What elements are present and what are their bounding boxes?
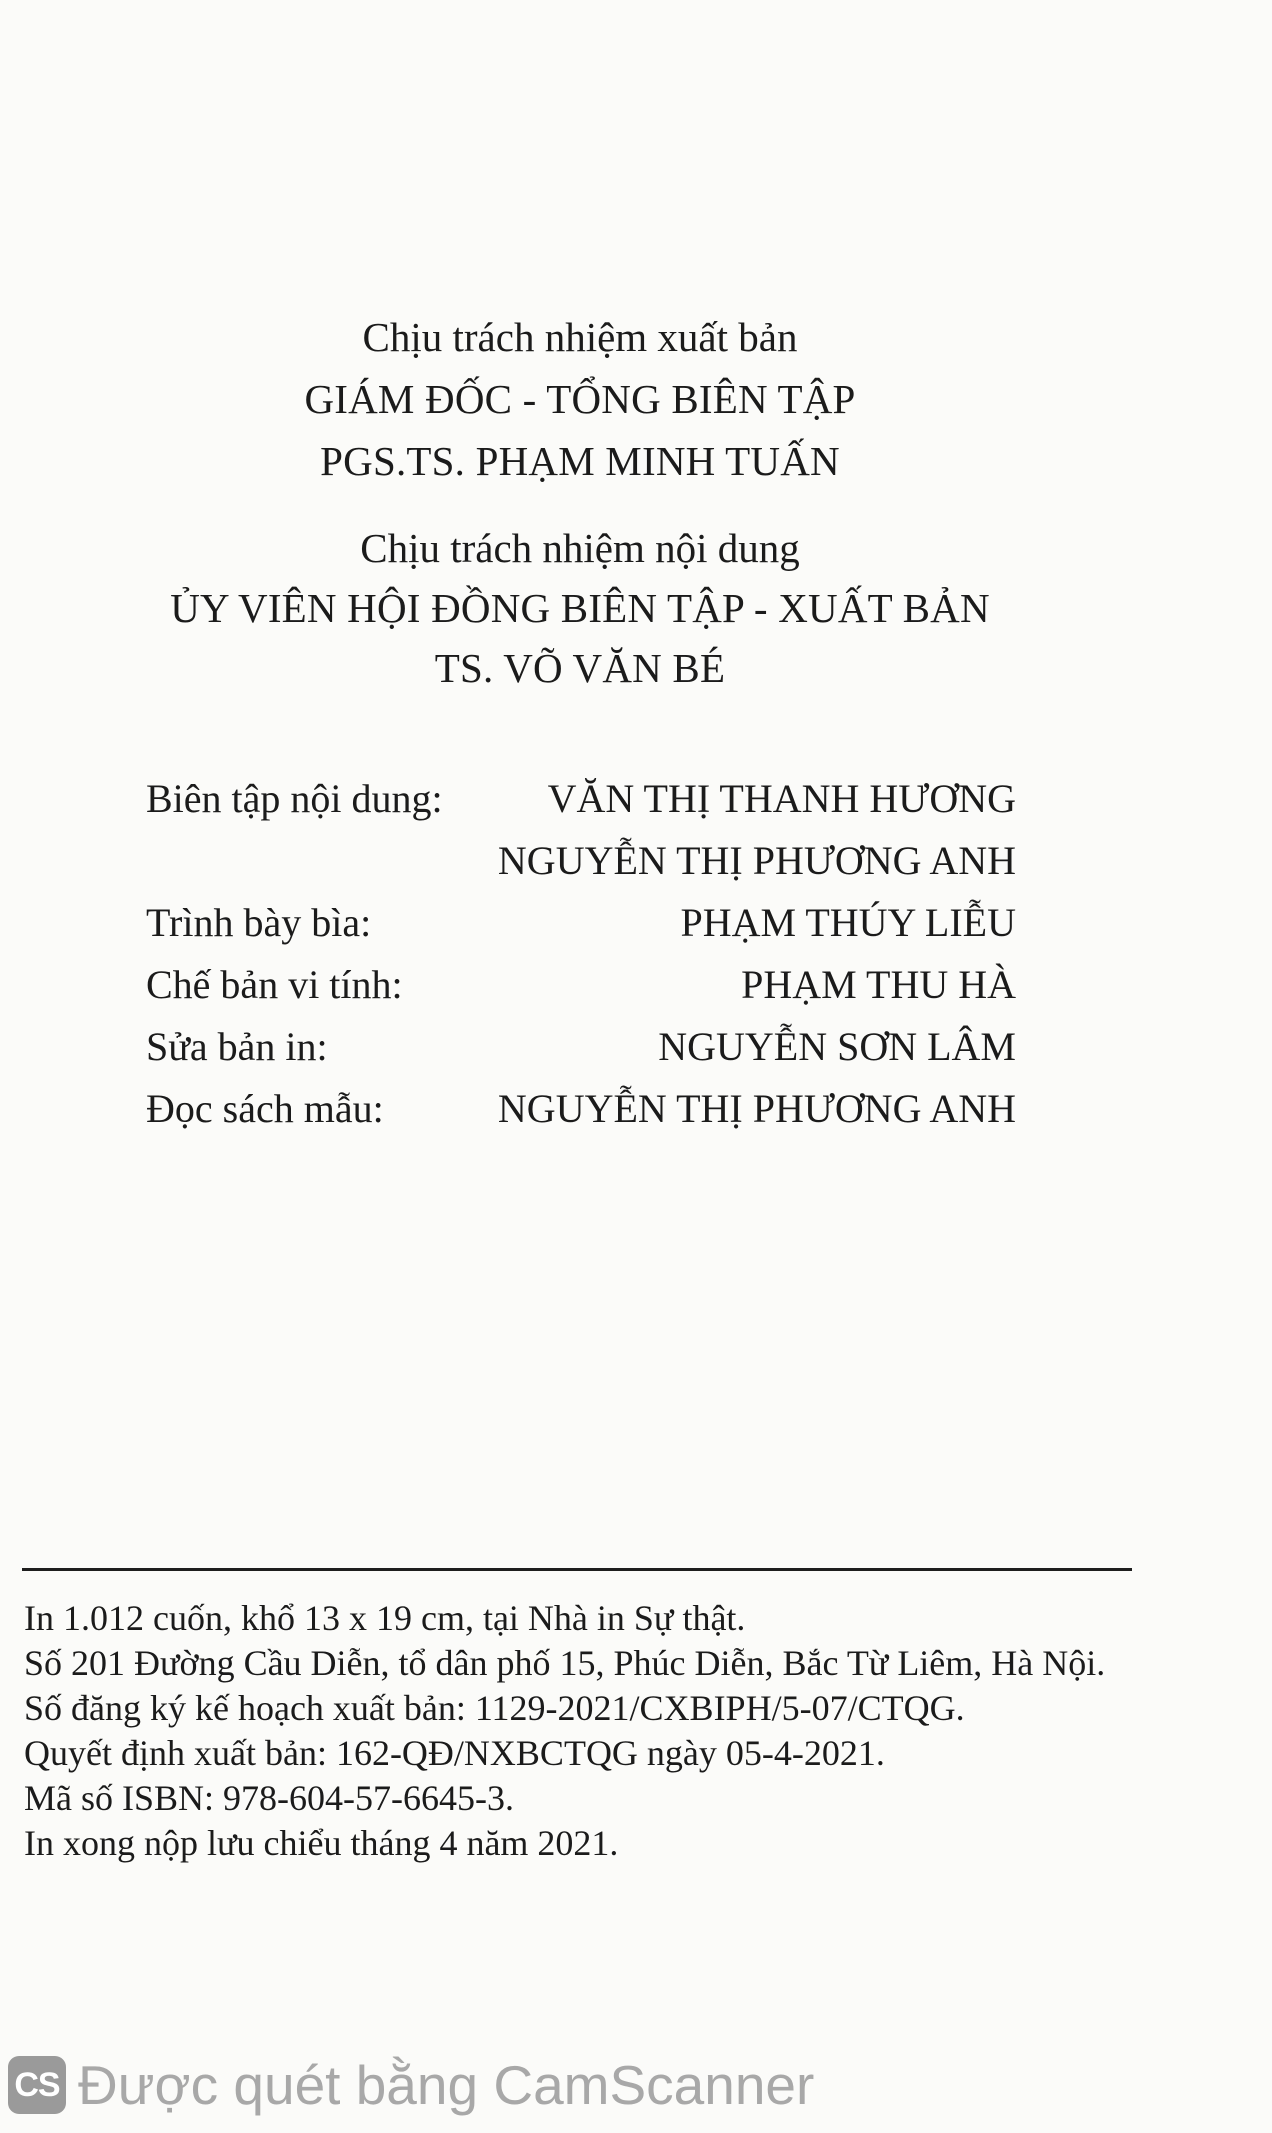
- camscanner-watermark: [8, 2050, 814, 2120]
- publisher-heading: Chịu trách nhiệm xuất bản: [362, 314, 798, 360]
- content-heading: Chịu trách nhiệm nội dung: [360, 525, 800, 571]
- credit-name: NGUYỄN THỊ PHƯƠNG ANH: [497, 838, 1016, 883]
- imprint-line: In xong nộp lưu chiểu tháng 4 năm 2021.: [24, 1823, 619, 1863]
- camscanner-logo-text: CS: [14, 2065, 60, 2104]
- camscanner-logo-icon: [8, 2056, 66, 2114]
- imprint-line: Mã số ISBN: 978-604-57-6645-3.: [24, 1778, 514, 1818]
- imprint-line: Số đăng ký kế hoạch xuất bản: 1129-2021/CXBIPH/5-07/CTQG.: [24, 1688, 965, 1728]
- credit-role: Sửa bản in:: [146, 1024, 328, 1069]
- watermark-text: Được quét bằng CamScanner: [78, 2054, 815, 2116]
- credit-row: [146, 1078, 1016, 1140]
- credit-row: [146, 954, 1016, 1016]
- credit-name: PHẠM THU HÀ: [741, 962, 1016, 1007]
- imprint-divider: [22, 1568, 1132, 1571]
- credit-name: VĂN THỊ THANH HƯƠNG: [547, 776, 1016, 821]
- publisher-name: PGS.TS. PHẠM MINH TUẤN: [320, 438, 840, 484]
- credit-role: Chế bản vi tính:: [146, 962, 403, 1007]
- imprint-line: In 1.012 cuốn, khổ 13 x 19 cm, tại Nhà in Sự thật.: [24, 1598, 746, 1638]
- publisher-title: GIÁM ĐỐC - TỔNG BIÊN TẬP: [304, 376, 856, 422]
- credit-row: [146, 830, 1016, 892]
- imprint-line: Quyết định xuất bản: 162-QĐ/NXBCTQG ngày 05-4-2021.: [24, 1733, 885, 1773]
- content-responsibility: [0, 518, 1160, 698]
- credit-row: [146, 768, 1016, 830]
- credits-list: [146, 768, 1016, 1140]
- imprint-block: [24, 1596, 1224, 1866]
- credit-role: Biên tập nội dung:: [146, 776, 443, 821]
- credit-name: NGUYỄN SƠN LÂM: [658, 1024, 1016, 1069]
- credit-row: [146, 892, 1016, 954]
- credit-role: Đọc sách mẫu:: [146, 1086, 384, 1131]
- imprint-line: Số 201 Đường Cầu Diễn, tổ dân phố 15, Phúc Diễn, Bắc Từ Liêm, Hà Nội.: [24, 1643, 1106, 1683]
- publisher-responsibility: [0, 306, 1160, 492]
- content-title: ỦY VIÊN HỘI ĐỒNG BIÊN TẬP - XUẤT BẢN: [170, 585, 990, 631]
- credit-row: [146, 1016, 1016, 1078]
- content-name: TS. VÕ VĂN BÉ: [434, 645, 726, 691]
- credit-name: NGUYỄN THỊ PHƯƠNG ANH: [497, 1086, 1016, 1131]
- credit-name: PHẠM THÚY LIỄU: [680, 900, 1016, 945]
- credit-role: Trình bày bìa:: [146, 900, 372, 945]
